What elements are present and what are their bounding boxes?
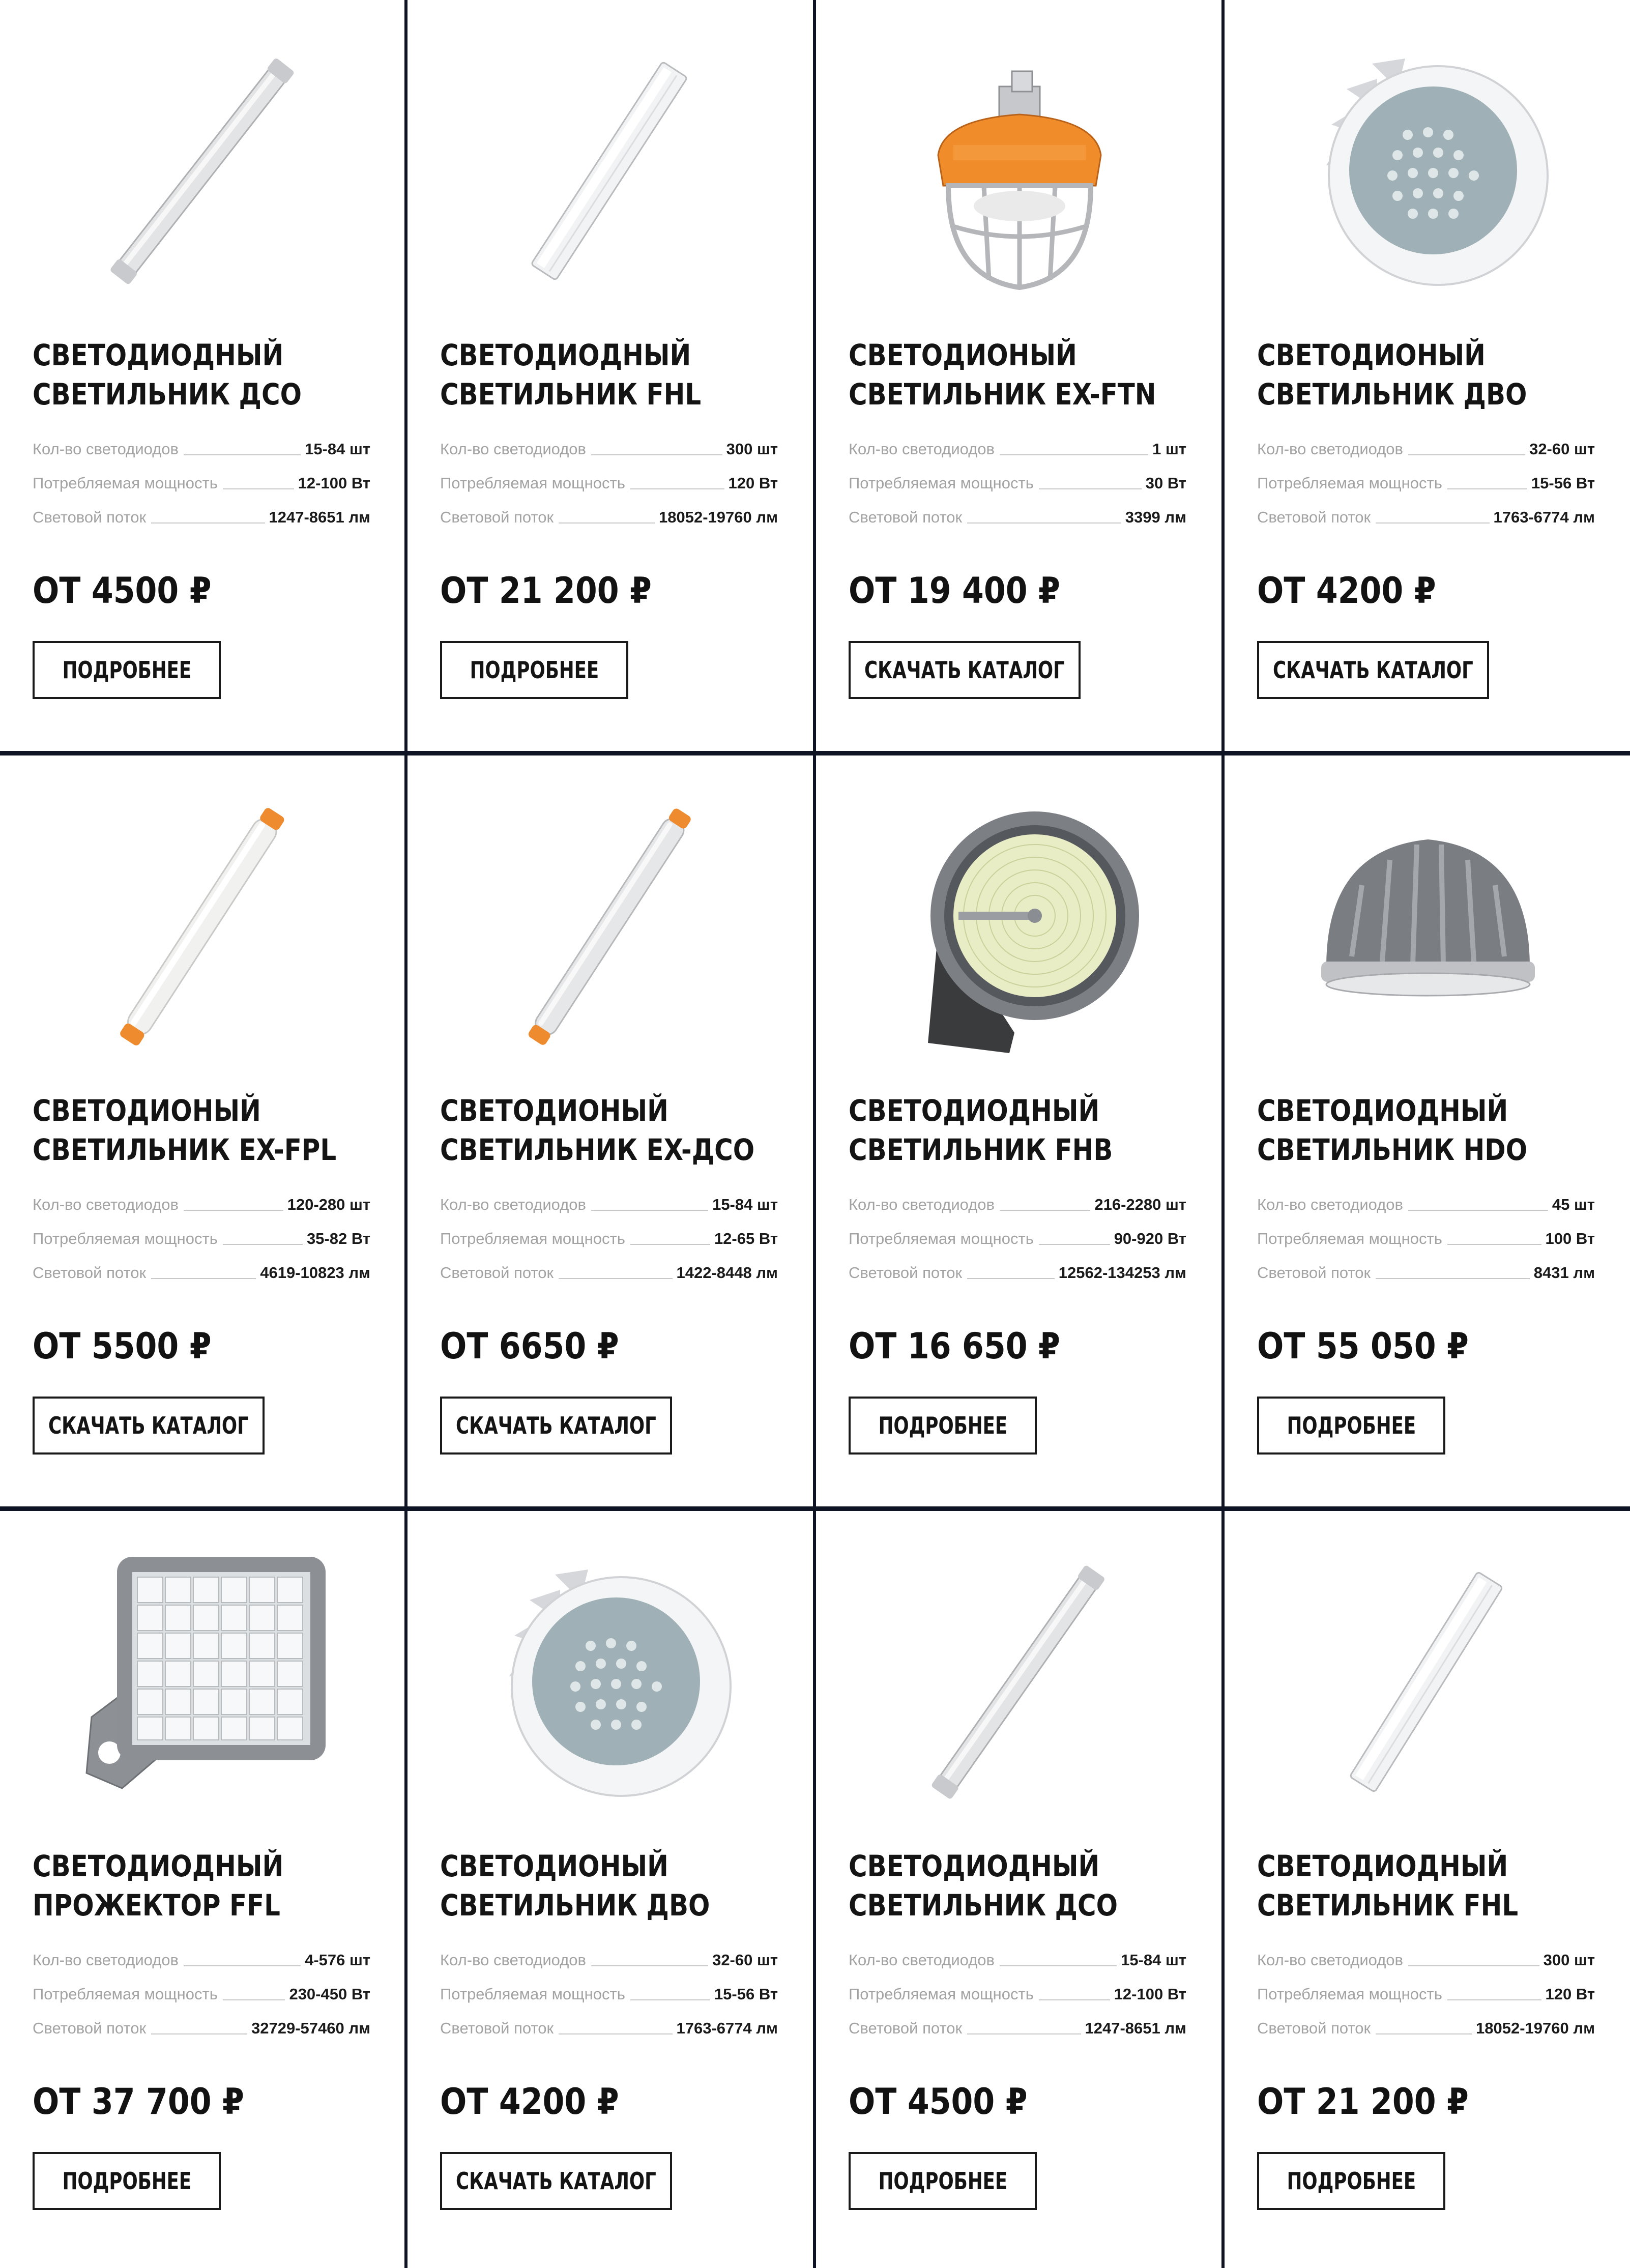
spec-row [849,1973,1186,2008]
spec-leader [151,2033,247,2034]
round-floodlight-icon[interactable] [877,778,1159,1076]
spec-list [440,1184,778,1286]
spec-value: 120 Вт [1545,1985,1595,2003]
spec-label: Световой поток [1257,508,1371,526]
button-label: ПОДРОБНЕЕ [62,2167,191,2195]
product-price: ОТ 5500 ₽ [33,1325,212,1367]
title-line: СВЕТОДИОДНЫЙ [33,338,284,372]
spec-leader [184,1210,283,1211]
title-line: СВЕТИЛЬНИК EX-FPL [33,1132,337,1167]
product-price: ОТ 19 400 ₽ [849,570,1060,612]
spec-row [849,428,1186,462]
spec-label: Кол-во светодиодов [1257,440,1404,458]
product-title[interactable] [440,1847,738,1925]
download-catalog-button[interactable] [440,2152,672,2210]
spec-list [33,428,370,531]
button-label: ПОДРОБНЕЕ [62,656,191,684]
product-title[interactable] [849,336,1156,414]
spec-leader [1000,1210,1090,1211]
spec-value: 15-56 Вт [714,1985,778,2003]
spec-label: Потребляемая мощность [440,1230,625,1247]
spec-value: 12562-134253 лм [1058,1264,1186,1282]
spec-leader [559,1278,672,1279]
download-catalog-button[interactable] [849,641,1081,699]
spec-value: 230-450 Вт [289,1985,370,2003]
spec-row [1257,1184,1595,1218]
product-card [408,755,813,1506]
title-line: СВЕТИЛЬНИК EX-ДСО [440,1132,755,1167]
title-line: СВЕТИЛЬНИК FHL [440,377,702,412]
title-line: СВЕТОДИОДНЫЙ [33,1849,284,1883]
spec-list [33,1939,370,2042]
dome-highbay-icon[interactable] [1286,778,1568,1076]
spec-label: Потребляемая мощность [33,1230,218,1247]
spec-leader [967,2033,1081,2034]
spec-leader [223,488,294,489]
spec-label: Кол-во светодиодов [849,440,995,458]
spec-value: 18052-19760 лм [1476,2019,1595,2037]
spec-label: Кол-во светодиодов [33,1196,179,1213]
title-line: СВЕТИЛЬНИК FHL [1257,1888,1519,1923]
spec-label: Потребляемая мощность [1257,1985,1442,2003]
title-line: СВЕТОДИОДНЫЙ [849,1093,1100,1128]
linear-panel-lamp-icon[interactable] [469,23,751,321]
spec-leader [630,1244,710,1245]
spec-row [849,1218,1186,1252]
spec-list [849,1939,1186,2042]
details-button[interactable] [849,2152,1037,2210]
button-label: СКАЧАТЬ КАТАЛОГ [456,1412,656,1439]
spec-value: 32-60 шт [712,1951,778,1969]
spec-leader [967,1278,1055,1279]
spec-leader [630,1999,710,2000]
spec-row [440,497,778,531]
spec-value: 300 шт [726,440,778,458]
spec-row [440,1252,778,1286]
product-title[interactable] [440,1091,755,1170]
spec-row [440,1218,778,1252]
spec-leader [184,454,301,455]
spec-label: Световой поток [33,1264,147,1282]
spec-label: Световой поток [33,2019,147,2037]
spec-leader [1376,2033,1472,2034]
product-title[interactable] [33,1091,337,1170]
product-card [1225,755,1630,1506]
spec-leader [184,1965,301,1966]
spec-leader [1447,488,1527,489]
product-title[interactable] [33,1847,330,1925]
spec-value: 1763-6774 лм [676,2019,778,2037]
spec-leader [1447,1999,1541,2000]
product-price: ОТ 21 200 ₽ [1257,2081,1469,2122]
title-line: СВЕТИЛЬНИК ДСО [849,1888,1118,1923]
spec-label: Световой поток [849,508,963,526]
spec-row [440,2008,778,2042]
spec-label: Кол-во светодиодов [440,440,587,458]
tube-lamp-icon[interactable] [469,778,751,1076]
spec-row [440,1973,778,2008]
spec-label: Кол-во светодиодов [440,1951,587,1969]
title-line: СВЕТОДИОНЫЙ [1257,338,1486,372]
title-line: ПРОЖЕКТОР FFL [33,1888,280,1923]
spec-value: 3399 лм [1125,508,1186,526]
spec-leader [630,488,724,489]
product-price: ОТ 4200 ₽ [1257,570,1436,612]
spec-leader [1408,1965,1539,1966]
title-line: СВЕТОДИОДНЫЙ [849,1849,1100,1883]
spec-leader [1408,454,1525,455]
button-label: ПОДРОБНЕЕ [1287,2167,1416,2195]
spec-row [33,428,370,462]
spec-value: 32-60 шт [1529,440,1595,458]
spec-row [849,2008,1186,2042]
spec-leader [967,522,1121,524]
linear-panel-lamp-icon[interactable] [1286,1534,1568,1831]
spec-label: Кол-во светодиодов [849,1951,995,1969]
spec-list [440,1939,778,2042]
product-card [408,1511,813,2268]
spec-row [1257,462,1595,497]
spec-label: Кол-во светодиодов [1257,1196,1404,1213]
spec-row [33,497,370,531]
spec-value: 15-84 шт [305,440,370,458]
spec-value: 1247-8651 лм [1085,2019,1186,2037]
spec-value: 18052-19760 лм [659,508,778,526]
spec-leader [591,1965,708,1966]
product-price: ОТ 6650 ₽ [440,1325,619,1367]
spec-row [33,1252,370,1286]
spec-row [1257,1218,1595,1252]
button-label: ПОДРОБНЕЕ [878,1412,1007,1439]
download-catalog-button[interactable] [440,1397,672,1455]
title-line: СВЕТИЛЬНИК HDO [1257,1132,1528,1167]
spec-value: 35-82 Вт [306,1230,370,1247]
spec-row [1257,428,1595,462]
spec-value: 45 шт [1552,1196,1595,1213]
product-card [408,0,813,751]
product-title[interactable] [33,336,330,414]
spec-value: 216-2280 шт [1094,1196,1186,1213]
spec-leader [591,1210,708,1211]
spec-list [440,428,778,531]
spec-label: Потребляемая мощность [1257,474,1442,492]
title-line: СВЕТОДИОДНЫЙ [1257,1093,1508,1128]
spec-row [33,1973,370,2008]
spec-value: 15-84 шт [712,1196,778,1213]
download-catalog-button[interactable] [33,1397,265,1455]
title-line: СВЕТИЛЬНИК EX-FTN [849,377,1156,412]
spec-value: 15-56 Вт [1531,474,1595,492]
spec-leader [1039,1999,1110,2000]
spec-value: 32729-57460 лм [251,2019,370,2037]
spec-row [33,2008,370,2042]
title-line: СВЕТИЛЬНИК FHB [849,1132,1113,1167]
spec-leader [1000,1965,1117,1966]
download-catalog-button[interactable] [1257,641,1489,699]
spec-label: Световой поток [440,2019,554,2037]
spec-value: 120 Вт [728,474,778,492]
spec-leader [1039,1244,1110,1245]
button-label: ПОДРОБНЕЕ [878,2167,1007,2195]
spec-row [1257,1939,1595,1973]
spec-label: Потребляемая мощность [849,1230,1034,1247]
product-title[interactable] [1257,336,1555,414]
product-price: ОТ 55 050 ₽ [1257,1325,1469,1367]
explosion-proof-lamp-icon[interactable] [877,23,1159,321]
spec-row [33,1184,370,1218]
button-label: СКАЧАТЬ КАТАЛОГ [1273,656,1473,684]
spec-leader [591,454,722,455]
button-label: ПОДРОБНЕЕ [1287,1412,1416,1439]
title-line: СВЕТИЛЬНИК ДВО [440,1888,710,1923]
spec-label: Световой поток [440,508,554,526]
spec-leader [151,522,265,524]
spec-value: 4619-10823 лм [260,1264,370,1282]
spec-list [849,1184,1186,1286]
details-button[interactable] [849,1397,1037,1455]
title-line: СВЕТОДИОНЫЙ [440,1849,668,1883]
product-title[interactable] [849,1847,1146,1925]
spec-leader [151,1278,256,1279]
product-title[interactable] [1257,1091,1555,1170]
spec-row [440,1939,778,1973]
title-line: СВЕТОДИОДНЫЙ [1257,1849,1508,1883]
spec-row [849,1252,1186,1286]
spec-value: 15-84 шт [1121,1951,1186,1969]
spec-leader [223,1244,303,1245]
spec-value: 1247-8651 лм [269,508,370,526]
square-floodlight-icon[interactable] [61,1534,343,1831]
spec-label: Потребляемая мощность [33,1985,218,2003]
spec-leader [1447,1244,1541,1245]
spec-row [440,462,778,497]
spec-label: Световой поток [1257,1264,1371,1282]
linear-lamp-icon[interactable] [61,23,343,321]
product-card [816,0,1221,751]
spec-row [1257,1252,1595,1286]
linear-lamp-icon[interactable] [877,1534,1159,1831]
spec-label: Потребляемая мощность [849,1985,1034,2003]
downlight-icon[interactable] [1286,23,1568,321]
spec-row [33,462,370,497]
product-card [1225,1511,1630,2268]
spec-leader [1376,1278,1530,1279]
product-price: ОТ 4500 ₽ [33,570,212,612]
spec-label: Кол-во светодиодов [33,440,179,458]
button-label: СКАЧАТЬ КАТАЛОГ [456,2167,656,2195]
spec-list [1257,1939,1595,2042]
spec-label: Кол-во светодиодов [849,1196,995,1213]
button-label: ПОДРОБНЕЕ [470,656,599,684]
spec-value: 12-100 Вт [298,474,370,492]
spec-label: Кол-во светодиодов [33,1951,179,1969]
product-card [1225,0,1630,751]
spec-value: 120-280 шт [287,1196,370,1213]
spec-label: Световой поток [440,1264,554,1282]
spec-label: Кол-во светодиодов [1257,1951,1404,1969]
product-title[interactable] [440,336,738,414]
spec-row [1257,497,1595,531]
spec-row [1257,1973,1595,2008]
spec-label: Потребляемая мощность [849,474,1034,492]
spec-row [849,1939,1186,1973]
button-label: СКАЧАТЬ КАТАЛОГ [48,1412,249,1439]
product-price: ОТ 16 650 ₽ [849,1325,1060,1367]
title-line: СВЕТОДИОНЫЙ [440,1093,668,1128]
product-card [816,755,1221,1506]
spec-value: 300 шт [1543,1951,1595,1969]
spec-label: Световой поток [1257,2019,1371,2037]
spec-row [1257,2008,1595,2042]
product-price: ОТ 4500 ₽ [849,2081,1028,2122]
spec-value: 30 Вт [1145,474,1186,492]
downlight-icon[interactable] [469,1534,751,1831]
tube-lamp-icon[interactable] [61,778,343,1076]
spec-row [440,428,778,462]
spec-label: Потребляемая мощность [33,474,218,492]
spec-list [33,1184,370,1286]
spec-label: Световой поток [33,508,147,526]
product-price: ОТ 4200 ₽ [440,2081,619,2122]
spec-list [849,428,1186,531]
spec-label: Световой поток [849,2019,963,2037]
spec-value: 90-920 Вт [1114,1230,1186,1247]
details-button[interactable] [1257,2152,1445,2210]
product-title[interactable] [1257,1847,1555,1925]
product-card [0,1511,404,2268]
details-button[interactable] [33,2152,221,2210]
details-button[interactable] [440,641,628,699]
spec-value: 4-576 шт [305,1951,370,1969]
product-card [0,755,404,1506]
spec-value: 1 шт [1152,440,1186,458]
spec-label: Кол-во светодиодов [440,1196,587,1213]
spec-value: 100 Вт [1545,1230,1595,1247]
product-card [0,0,404,751]
spec-label: Световой поток [849,1264,963,1282]
spec-leader [559,2033,672,2034]
spec-value: 8431 лм [1533,1264,1595,1282]
button-label: СКАЧАТЬ КАТАЛОГ [864,656,1065,684]
spec-label: Потребляемая мощность [1257,1230,1442,1247]
product-title[interactable] [849,1091,1146,1170]
product-price: ОТ 37 700 ₽ [33,2081,244,2122]
spec-leader [559,522,655,524]
spec-row [849,1184,1186,1218]
spec-leader [1376,522,1489,524]
spec-value: 1763-6774 лм [1493,508,1595,526]
title-line: СВЕТОДИОНЫЙ [33,1093,261,1128]
title-line: СВЕТОДИОНЫЙ [849,338,1077,372]
spec-leader [1408,1210,1548,1211]
spec-leader [223,1999,285,2000]
spec-list [1257,1184,1595,1286]
spec-row [440,1184,778,1218]
spec-leader [1000,454,1148,455]
spec-row [33,1218,370,1252]
spec-label: Потребляемая мощность [440,474,625,492]
title-line: СВЕТИЛЬНИК ДВО [1257,377,1527,412]
spec-value: 12-100 Вт [1114,1985,1186,2003]
spec-list [1257,428,1595,531]
product-card [816,1511,1221,2268]
product-price: ОТ 21 200 ₽ [440,570,652,612]
spec-row [33,1939,370,1973]
spec-value: 1422-8448 лм [676,1264,778,1282]
spec-leader [1039,488,1142,489]
title-line: СВЕТИЛЬНИК ДСО [33,377,302,412]
spec-row [849,462,1186,497]
spec-value: 12-65 Вт [714,1230,778,1247]
spec-label: Потребляемая мощность [440,1985,625,2003]
spec-row [849,497,1186,531]
title-line: СВЕТОДИОДНЫЙ [440,338,691,372]
details-button[interactable] [33,641,221,699]
details-button[interactable] [1257,1397,1445,1455]
